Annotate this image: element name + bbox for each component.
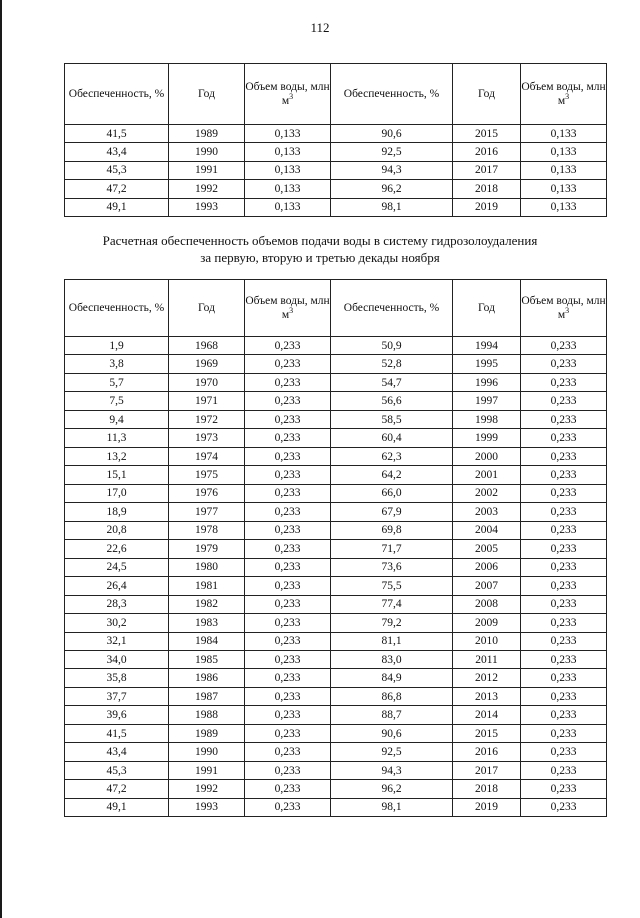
- cell-volume: 0,233: [245, 614, 331, 632]
- cell-year: 1980: [169, 558, 245, 576]
- cell-probability: 13,2: [65, 447, 169, 465]
- cell-volume: 0,233: [245, 410, 331, 428]
- cell-probability: 94,3: [331, 161, 453, 179]
- cell-year: 1969: [169, 355, 245, 373]
- cell-year: 1994: [453, 337, 521, 355]
- table-row: [65, 484, 607, 502]
- cell-volume: 0,233: [245, 650, 331, 668]
- cell-volume: 0,233: [521, 466, 607, 484]
- cell-volume: 0,233: [245, 429, 331, 447]
- cell-probability: 58,5: [331, 410, 453, 428]
- cell-volume: 0,233: [521, 410, 607, 428]
- cell-year: 2009: [453, 614, 521, 632]
- cell-year: 1989: [169, 724, 245, 742]
- table-row: [65, 650, 607, 668]
- cell-probability: 20,8: [65, 521, 169, 539]
- cell-probability: 92,5: [331, 743, 453, 761]
- header-probability: Обеспеченность, %: [331, 280, 453, 337]
- cell-probability: 49,1: [65, 798, 169, 816]
- cell-probability: 47,2: [65, 780, 169, 798]
- caption-line-1: Расчетная обеспеченность объемов подачи воды в систему гидрозолоудаления: [102, 233, 538, 248]
- cell-probability: 22,6: [65, 540, 169, 558]
- table-row: [65, 125, 607, 143]
- cell-probability: 75,5: [331, 577, 453, 595]
- cell-volume: 0,233: [245, 632, 331, 650]
- header-water-volume: Объем воды, млн $м^3$: [245, 280, 331, 337]
- cell-probability: 73,6: [331, 558, 453, 576]
- cell-volume: 0,233: [521, 577, 607, 595]
- cell-volume: 0,233: [245, 577, 331, 595]
- table-row: [65, 780, 607, 798]
- cell-probability: 83,0: [331, 650, 453, 668]
- cell-year: 2015: [453, 724, 521, 742]
- cell-probability: 98,1: [331, 798, 453, 816]
- cell-year: 1998: [453, 410, 521, 428]
- cell-volume: 0,233: [521, 614, 607, 632]
- cell-year: 1979: [169, 540, 245, 558]
- table-row: [65, 337, 607, 355]
- cell-year: 2019: [453, 798, 521, 816]
- cell-probability: 26,4: [65, 577, 169, 595]
- cell-year: 1977: [169, 503, 245, 521]
- cell-volume: 0,233: [245, 503, 331, 521]
- cell-year: 1986: [169, 669, 245, 687]
- caption-line-2: за первую, вторую и третью декады ноября: [200, 250, 440, 265]
- table-header-row: [65, 280, 607, 337]
- cell-year: 2004: [453, 521, 521, 539]
- cell-volume: 0,233: [521, 761, 607, 779]
- cell-volume: 0,133: [245, 180, 331, 198]
- cell-probability: 60,4: [331, 429, 453, 447]
- cell-year: 2016: [453, 743, 521, 761]
- cell-probability: 92,5: [331, 143, 453, 161]
- cell-year: 2008: [453, 595, 521, 613]
- table-row: [65, 143, 607, 161]
- cell-probability: 79,2: [331, 614, 453, 632]
- cell-volume: 0,133: [245, 198, 331, 216]
- cell-year: 2013: [453, 687, 521, 705]
- cell-probability: 47,2: [65, 180, 169, 198]
- cell-probability: 45,3: [65, 161, 169, 179]
- cell-volume: 0,233: [245, 447, 331, 465]
- table-row: [65, 558, 607, 576]
- page-edge: [0, 0, 2, 918]
- cell-volume: 0,233: [521, 484, 607, 502]
- cell-volume: 0,133: [521, 198, 607, 216]
- table-row: [65, 198, 607, 216]
- cell-volume: 0,233: [245, 466, 331, 484]
- cell-volume: 0,133: [245, 161, 331, 179]
- cell-volume: 0,233: [521, 650, 607, 668]
- header-year: Год: [169, 280, 245, 337]
- cell-volume: 0,233: [245, 687, 331, 705]
- cell-probability: 84,9: [331, 669, 453, 687]
- cell-probability: 86,8: [331, 687, 453, 705]
- cell-volume: 0,233: [245, 798, 331, 816]
- table-row: [65, 429, 607, 447]
- cell-volume: 0,233: [521, 595, 607, 613]
- cell-year: 1982: [169, 595, 245, 613]
- cell-probability: 43,4: [65, 743, 169, 761]
- cell-probability: 62,3: [331, 447, 453, 465]
- cell-volume: 0,233: [245, 521, 331, 539]
- table-row: [65, 373, 607, 391]
- cell-volume: 0,133: [245, 143, 331, 161]
- table-row: [65, 798, 607, 816]
- cell-volume: 0,233: [521, 724, 607, 742]
- cell-probability: 88,7: [331, 706, 453, 724]
- cell-year: 1978: [169, 521, 245, 539]
- cell-year: 1995: [453, 355, 521, 373]
- table-row: [65, 355, 607, 373]
- cell-volume: 0,233: [245, 558, 331, 576]
- cell-volume: 0,233: [245, 780, 331, 798]
- cell-volume: 0,233: [245, 724, 331, 742]
- table-row: [65, 392, 607, 410]
- cell-year: 1999: [453, 429, 521, 447]
- table-row: [65, 466, 607, 484]
- cell-probability: 34,0: [65, 650, 169, 668]
- cell-year: 1991: [169, 761, 245, 779]
- table-row: [65, 595, 607, 613]
- table-row: [65, 540, 607, 558]
- cell-probability: 1,9: [65, 337, 169, 355]
- table-row: [65, 180, 607, 198]
- cell-probability: 39,6: [65, 706, 169, 724]
- table-row: [65, 410, 607, 428]
- cell-probability: 9,4: [65, 410, 169, 428]
- supply-table-1: [64, 63, 607, 217]
- cell-volume: 0,233: [521, 521, 607, 539]
- cell-volume: 0,233: [521, 798, 607, 816]
- cell-volume: 0,133: [521, 161, 607, 179]
- cell-volume: 0,233: [245, 761, 331, 779]
- cell-volume: 0,133: [245, 125, 331, 143]
- cell-probability: 96,2: [331, 180, 453, 198]
- cell-year: 2007: [453, 577, 521, 595]
- cell-year: 2005: [453, 540, 521, 558]
- cell-volume: 0,233: [245, 355, 331, 373]
- cell-probability: 52,8: [331, 355, 453, 373]
- cell-probability: 90,6: [331, 125, 453, 143]
- cell-year: 1990: [169, 743, 245, 761]
- cell-probability: 64,2: [331, 466, 453, 484]
- header-water-volume: Объем воды, млн $м^3$: [521, 280, 607, 337]
- cell-volume: 0,233: [521, 355, 607, 373]
- cell-volume: 0,233: [245, 337, 331, 355]
- cell-volume: 0,233: [521, 669, 607, 687]
- cell-year: 1992: [169, 780, 245, 798]
- cell-probability: 45,3: [65, 761, 169, 779]
- cell-year: 1996: [453, 373, 521, 391]
- table-body: [65, 125, 607, 217]
- cell-year: 1983: [169, 614, 245, 632]
- cell-year: 1972: [169, 410, 245, 428]
- cell-volume: 0,233: [245, 595, 331, 613]
- header-water-volume: Объем воды, млн $м^3$: [521, 64, 607, 125]
- header-probability: Обеспеченность, %: [65, 64, 169, 125]
- cell-volume: 0,233: [521, 780, 607, 798]
- table-row: [65, 503, 607, 521]
- table-row: [65, 161, 607, 179]
- table-row: [65, 577, 607, 595]
- cell-volume: 0,233: [521, 337, 607, 355]
- cell-year: 2010: [453, 632, 521, 650]
- cell-probability: 35,8: [65, 669, 169, 687]
- cell-year: 1971: [169, 392, 245, 410]
- header-water-volume: Объем воды, млн $м^3$: [245, 64, 331, 125]
- cell-probability: 49,1: [65, 198, 169, 216]
- cell-year: 2018: [453, 780, 521, 798]
- cell-probability: 98,1: [331, 198, 453, 216]
- header-probability: Обеспеченность, %: [65, 280, 169, 337]
- cell-year: 2016: [453, 143, 521, 161]
- cell-year: 1970: [169, 373, 245, 391]
- cell-year: 2014: [453, 706, 521, 724]
- cell-probability: 66,0: [331, 484, 453, 502]
- supply-table-2: [64, 279, 607, 817]
- cell-year: 2017: [453, 161, 521, 179]
- cell-volume: 0,133: [521, 143, 607, 161]
- cell-year: 2012: [453, 669, 521, 687]
- cell-year: 1975: [169, 466, 245, 484]
- cell-year: 1993: [169, 198, 245, 216]
- table-row: [65, 614, 607, 632]
- cell-year: 2018: [453, 180, 521, 198]
- cell-probability: 41,5: [65, 125, 169, 143]
- cell-year: 2001: [453, 466, 521, 484]
- cell-volume: 0,233: [521, 687, 607, 705]
- table-body: [65, 337, 607, 817]
- table-row: [65, 761, 607, 779]
- cell-year: 1974: [169, 447, 245, 465]
- cell-probability: 54,7: [331, 373, 453, 391]
- cell-volume: 0,233: [245, 373, 331, 391]
- cell-volume: 0,233: [245, 392, 331, 410]
- cell-year: 1976: [169, 484, 245, 502]
- cell-volume: 0,233: [521, 632, 607, 650]
- cell-probability: 81,1: [331, 632, 453, 650]
- cell-volume: 0,233: [521, 706, 607, 724]
- table-row: [65, 687, 607, 705]
- cell-year: 1984: [169, 632, 245, 650]
- cell-year: 1987: [169, 687, 245, 705]
- cell-year: 1985: [169, 650, 245, 668]
- cell-year: 1992: [169, 180, 245, 198]
- header-year: Год: [169, 64, 245, 125]
- cell-probability: 71,7: [331, 540, 453, 558]
- cell-probability: 28,3: [65, 595, 169, 613]
- table-row: [65, 632, 607, 650]
- table-row: [65, 706, 607, 724]
- cell-probability: 43,4: [65, 143, 169, 161]
- cell-volume: 0,233: [245, 743, 331, 761]
- cell-year: 2017: [453, 761, 521, 779]
- cell-year: 1989: [169, 125, 245, 143]
- cell-volume: 0,233: [521, 743, 607, 761]
- table-row: [65, 724, 607, 742]
- header-year: Год: [453, 280, 521, 337]
- cell-probability: 37,7: [65, 687, 169, 705]
- header-year: Год: [453, 64, 521, 125]
- table-row: [65, 669, 607, 687]
- cell-volume: 0,233: [521, 392, 607, 410]
- cell-year: 2015: [453, 125, 521, 143]
- cell-probability: 7,5: [65, 392, 169, 410]
- cell-volume: 0,233: [245, 706, 331, 724]
- cell-year: 1988: [169, 706, 245, 724]
- cell-probability: 77,4: [331, 595, 453, 613]
- cell-probability: 69,8: [331, 521, 453, 539]
- cell-probability: 5,7: [65, 373, 169, 391]
- cell-volume: 0,233: [521, 540, 607, 558]
- cell-volume: 0,233: [521, 447, 607, 465]
- cell-probability: 50,9: [331, 337, 453, 355]
- cell-year: 2002: [453, 484, 521, 502]
- cell-volume: 0,233: [521, 503, 607, 521]
- table-caption: [0, 232, 640, 266]
- cell-probability: 94,3: [331, 761, 453, 779]
- cell-year: 2006: [453, 558, 521, 576]
- cell-year: 2019: [453, 198, 521, 216]
- cell-year: 1993: [169, 798, 245, 816]
- cell-year: 1981: [169, 577, 245, 595]
- cell-probability: 18,9: [65, 503, 169, 521]
- cell-probability: 32,1: [65, 632, 169, 650]
- cell-probability: 11,3: [65, 429, 169, 447]
- cell-year: 1990: [169, 143, 245, 161]
- cell-volume: 0,233: [245, 669, 331, 687]
- cell-volume: 0,233: [245, 540, 331, 558]
- table-row: [65, 521, 607, 539]
- cell-volume: 0,233: [521, 429, 607, 447]
- cell-year: 1991: [169, 161, 245, 179]
- cell-probability: 17,0: [65, 484, 169, 502]
- cell-volume: 0,233: [245, 484, 331, 502]
- page-number: 112: [310, 20, 330, 35]
- cell-probability: 56,6: [331, 392, 453, 410]
- cell-probability: 90,6: [331, 724, 453, 742]
- cell-year: 1968: [169, 337, 245, 355]
- cell-year: 1997: [453, 392, 521, 410]
- cell-probability: 96,2: [331, 780, 453, 798]
- cell-volume: 0,133: [521, 180, 607, 198]
- cell-probability: 30,2: [65, 614, 169, 632]
- cell-volume: 0,233: [521, 373, 607, 391]
- cell-year: 1973: [169, 429, 245, 447]
- cell-year: 2000: [453, 447, 521, 465]
- table-row: [65, 447, 607, 465]
- cell-volume: 0,233: [521, 558, 607, 576]
- cell-probability: 15,1: [65, 466, 169, 484]
- table-row: [65, 743, 607, 761]
- cell-probability: 24,5: [65, 558, 169, 576]
- cell-probability: 67,9: [331, 503, 453, 521]
- table-header-row: [65, 64, 607, 125]
- header-probability: Обеспеченность, %: [331, 64, 453, 125]
- cell-volume: 0,133: [521, 125, 607, 143]
- cell-year: 2011: [453, 650, 521, 668]
- cell-probability: 41,5: [65, 724, 169, 742]
- cell-probability: 3,8: [65, 355, 169, 373]
- cell-year: 2003: [453, 503, 521, 521]
